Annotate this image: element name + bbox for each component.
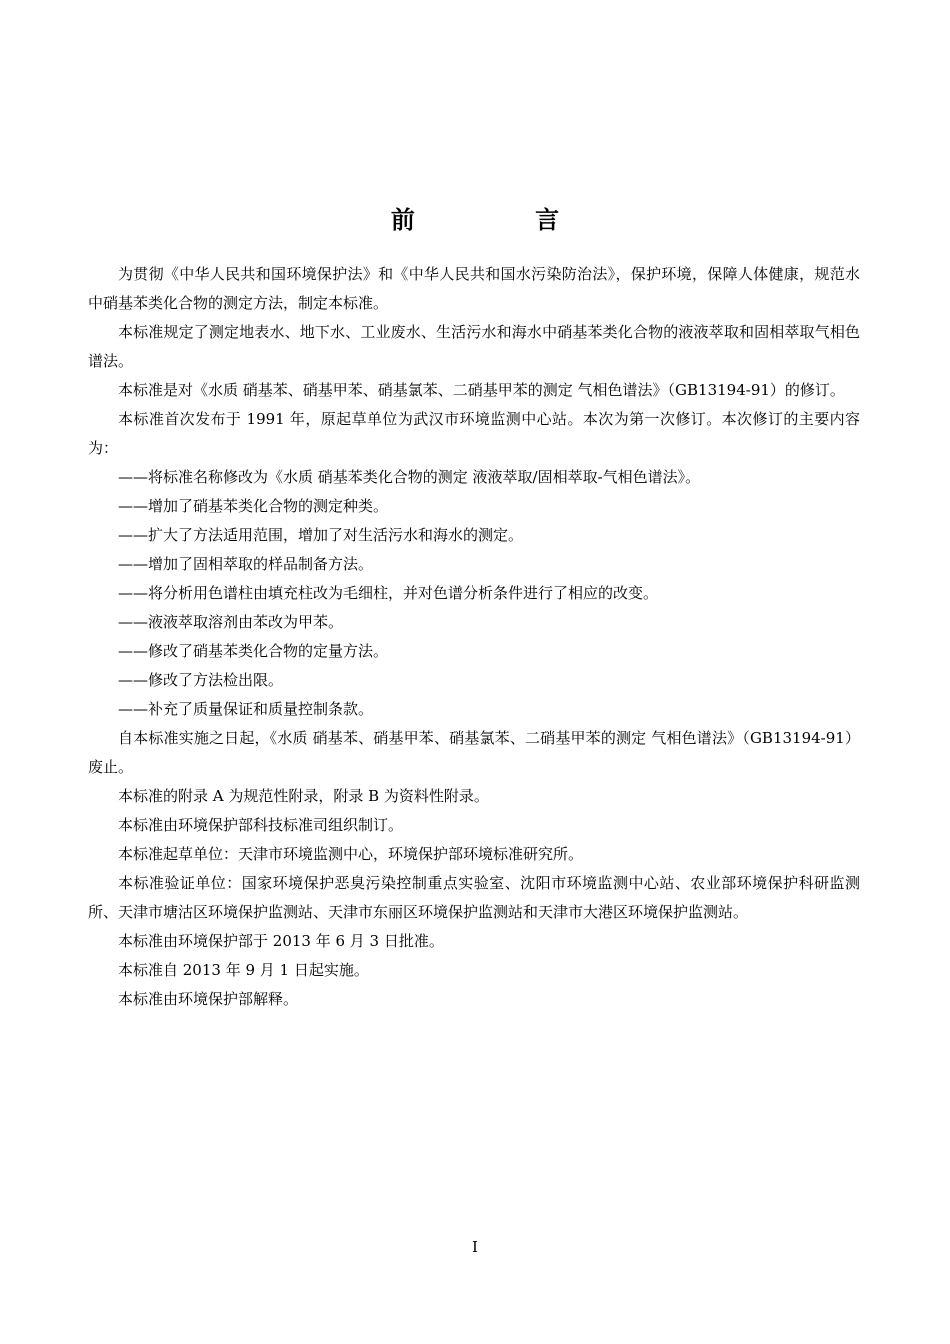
foreword-body bbox=[88, 260, 860, 1014]
paragraph: 本标准起草单位：天津市环境监测中心，环境保护部环境标准研究所。 bbox=[118, 845, 584, 863]
paragraph: 本标准由环境保护部解释。 bbox=[118, 990, 299, 1008]
revision-item: ——将分析用色谱柱由填充柱改为毛细柱，并对色谱分析条件进行了相应的改变。 bbox=[118, 584, 659, 602]
paragraph: 自本标准实施之日起，《水质 硝基苯、硝基甲苯、硝基氯苯、二硝基甲苯的测定 气相色谱法》（GB13194-91）废止。 bbox=[88, 729, 860, 776]
revision-item: ——增加了固相萃取的样品制备方法。 bbox=[118, 555, 374, 573]
paragraph: 本标准由环境保护部科技标准司组织制订。 bbox=[118, 816, 404, 834]
page-number: I bbox=[472, 1238, 478, 1256]
paragraph: 本标准自 2013 年 9 月 1 日起实施。 bbox=[118, 961, 369, 979]
revision-item: ——增加了硝基苯类化合物的测定种类。 bbox=[118, 497, 389, 515]
page-title: 前 言 bbox=[390, 205, 616, 234]
paragraph: 本标准由环境保护部于 2013 年 6 月 3 日批准。 bbox=[118, 932, 444, 950]
paragraph: 本标准规定了测定地表水、地下水、工业废水、生活污水和海水中硝基苯类化合物的液液萃取和固相萃取气相色谱法。 bbox=[88, 323, 860, 370]
paragraph: 为贯彻《中华人民共和国环境保护法》和《中华人民共和国水污染防治法》，保护环境，保障人体健康，规范水中硝基苯类化合物的测定方法，制定本标准。 bbox=[88, 265, 860, 312]
revision-item: ——液液萃取溶剂由苯改为甲苯。 bbox=[118, 613, 344, 631]
paragraph: 本标准验证单位：国家环境保护恶臭污染控制重点实验室、沈阳市环境监测中心站、农业部环境保护科研监测所、天津市塘沽区环境保护监测站、天津市东丽区环境保护监测站和天津市大港区环境保护监测站。 bbox=[88, 874, 860, 921]
revision-item: ——将标准名称修改为《水质 硝基苯类化合物的测定 液液萃取/固相萃取-气相色谱法》。 bbox=[118, 468, 701, 486]
revision-item: ——修改了硝基苯类化合物的定量方法。 bbox=[118, 642, 389, 660]
revision-item: ——补充了质量保证和质量控制条款。 bbox=[118, 700, 374, 718]
paragraph: 本标准是对《水质 硝基苯、硝基甲苯、硝基氯苯、二硝基甲苯的测定 气相色谱法》（GB13194-91）的修订。 bbox=[118, 381, 845, 399]
paragraph: 本标准的附录 A 为规范性附录，附录 B 为资料性附录。 bbox=[118, 787, 489, 805]
revision-item: ——扩大了方法适用范围，增加了对生活污水和海水的测定。 bbox=[118, 526, 524, 544]
paragraph: 本标准首次发布于 1991 年，原起草单位为武汉市环境监测中心站。本次为第一次修订。本次修订的主要内容为： bbox=[88, 410, 860, 457]
revision-item: ——修改了方法检出限。 bbox=[118, 671, 284, 689]
